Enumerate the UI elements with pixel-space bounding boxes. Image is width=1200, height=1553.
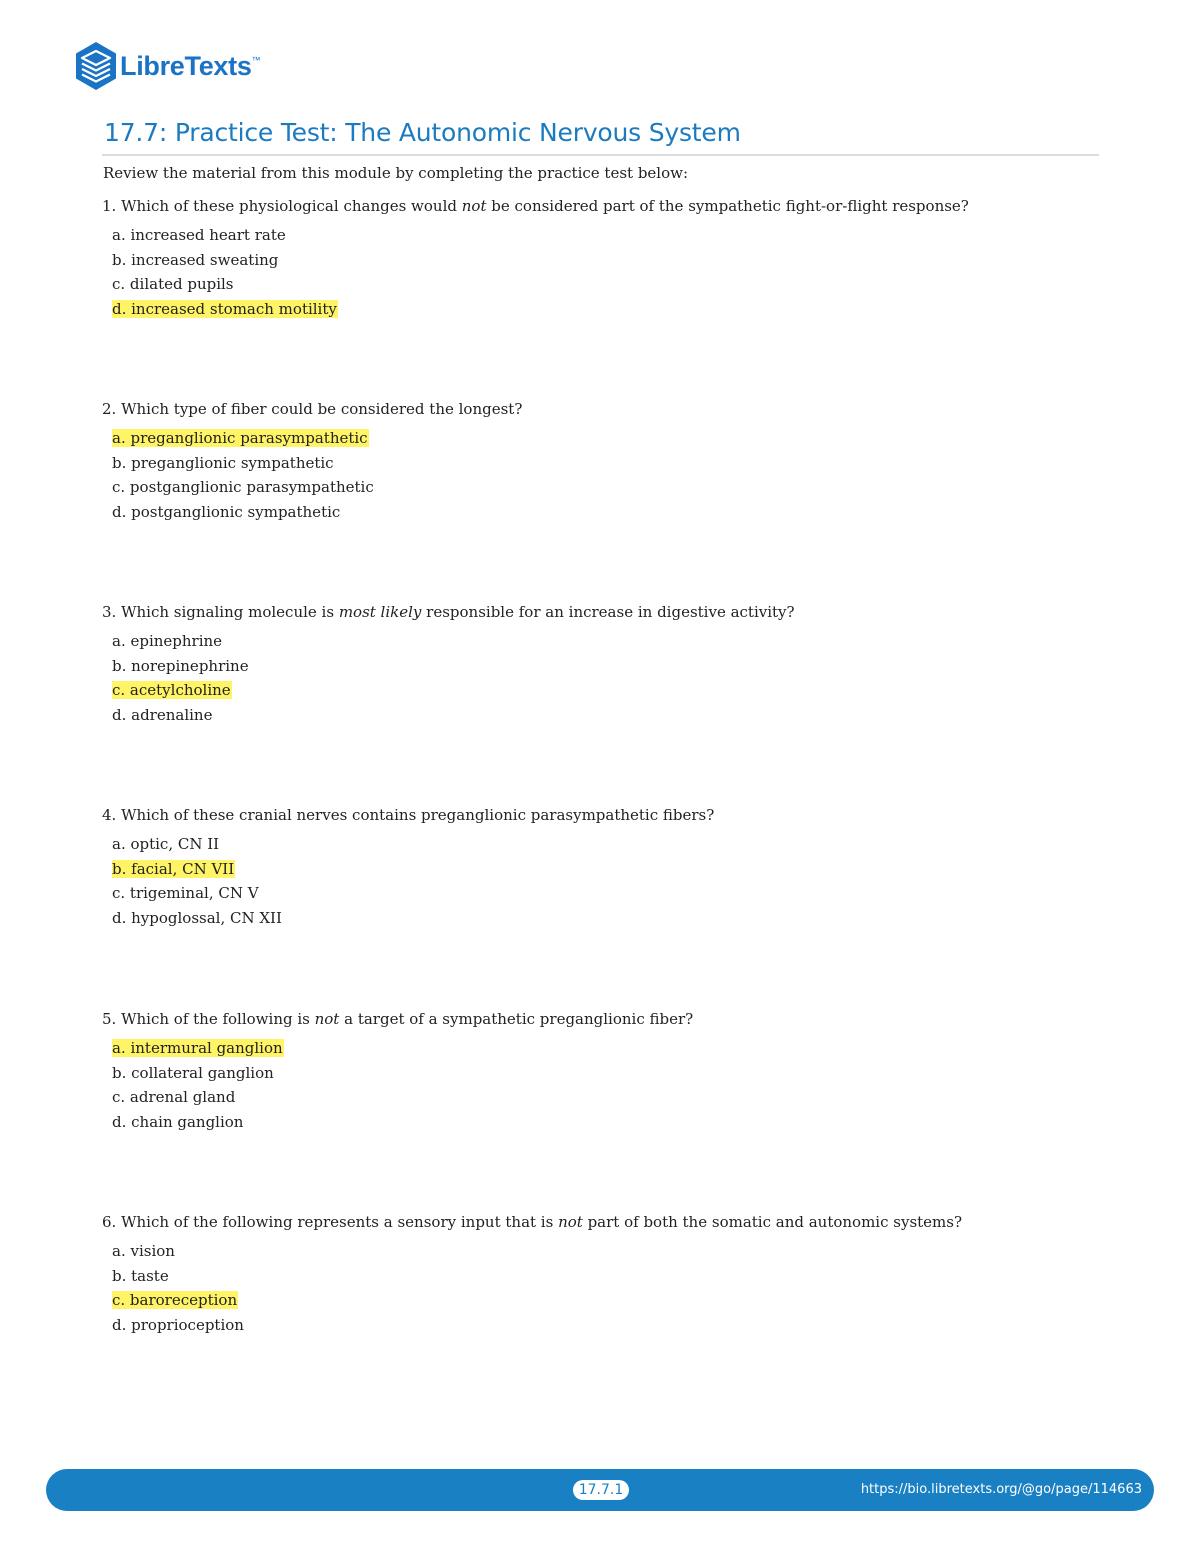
answer-option (112, 705, 1102, 730)
question-emphasis: not (461, 197, 487, 215)
answer-option-label: b. facial, CN VII (112, 859, 235, 878)
answer-option (112, 883, 1102, 908)
question-1 (102, 196, 1102, 324)
answer-option (112, 1266, 1102, 1291)
page-footer (46, 1469, 1154, 1511)
answer-option (112, 274, 1102, 299)
answer-option-label: a. vision (112, 1242, 175, 1260)
answer-option (112, 477, 1102, 502)
answer-option (112, 225, 1102, 250)
answer-option-label: a. optic, CN II (112, 835, 220, 853)
question-text: 4. Which of these cranial nerves contains preganglionic parasympathetic fibers? (102, 806, 715, 824)
answer-option-label: a. epinephrine (112, 632, 223, 650)
answer-options (112, 834, 1102, 933)
answer-option-label: c. dilated pupils (112, 275, 234, 294)
question-emphasis: not (314, 1010, 340, 1028)
answer-option-label: b. collateral ganglion (112, 1063, 274, 1082)
answer-option-label: c. acetylcholine (112, 681, 231, 700)
answer-option (112, 908, 1102, 933)
answer-option (112, 631, 1102, 656)
question-emphasis: not (558, 1213, 583, 1231)
answer-option-label: b. increased sweating (112, 250, 279, 269)
answer-option-label: d. proprioception (112, 1316, 244, 1335)
answer-option (112, 250, 1102, 275)
answer-option-label: d. hypoglossal, CN XII (112, 909, 282, 928)
question-text: 1. Which of these physiological changes would not be considered part of the sympathetic fight-or-flight response? (102, 197, 969, 215)
answer-option-label: a. intermural ganglion (112, 1039, 283, 1057)
answer-option-label: d. increased stomach motility (112, 300, 337, 319)
question-5 (102, 1009, 1102, 1137)
page-title: 17.7: Practice Test: The Autonomic Nervous System (104, 118, 741, 147)
answer-option (112, 1112, 1102, 1137)
answer-option-correct (112, 1038, 1102, 1063)
answer-option-label: c. trigeminal, CN V (112, 884, 259, 903)
page-url-link[interactable]: https://bio.libretexts.org/@go/page/114663 (860, 1482, 1142, 1497)
libretexts-logo[interactable] (74, 40, 260, 92)
answer-option (112, 656, 1102, 681)
title-divider (102, 154, 1099, 156)
answer-option-label: d. postganglionic sympathetic (112, 503, 341, 522)
answer-option-label: a. increased heart rate (112, 226, 286, 244)
question-3 (102, 602, 1102, 730)
answer-option (112, 1315, 1102, 1340)
answer-option-label: c. baroreception (112, 1291, 238, 1310)
question-text: 3. Which signaling molecule is most likely responsible for an increase in digestive activity? (102, 603, 795, 621)
answer-option-correct (112, 428, 1102, 453)
answer-option (112, 1087, 1102, 1112)
question-2 (102, 399, 1102, 527)
logo-wordmark: LibreTexts™ (120, 50, 261, 81)
answer-option (112, 1063, 1102, 1088)
answer-option (112, 834, 1102, 859)
answer-option-correct (112, 859, 1102, 884)
answer-option (112, 453, 1102, 478)
answer-option-label: b. taste (112, 1266, 169, 1285)
answer-options (112, 631, 1102, 730)
answer-option-label: d. adrenaline (112, 706, 213, 725)
question-text: 2. Which type of fiber could be considered the longest? (102, 400, 523, 418)
answer-option-correct (112, 1290, 1102, 1315)
answer-option (112, 1241, 1102, 1266)
answer-option-correct (112, 299, 1102, 324)
answer-options (112, 428, 1102, 527)
answer-option (112, 502, 1102, 527)
answer-options (112, 1241, 1102, 1340)
answer-option-label: b. norepinephrine (112, 656, 249, 675)
answer-options (112, 1038, 1102, 1137)
answer-options (112, 225, 1102, 324)
question-6 (102, 1212, 1102, 1340)
question-text: 6. Which of the following represents a sensory input that is not part of both the somatic and autonomic systems? (102, 1213, 963, 1231)
answer-option-correct (112, 680, 1102, 705)
answer-option-label: a. preganglionic parasympathetic (112, 429, 368, 447)
intro-text: Review the material from this module by completing the practice test below: (103, 164, 689, 182)
libretexts-stacked-books-icon (74, 41, 118, 91)
question-text: 5. Which of the following is not a target of a sympathetic preganglionic fiber? (102, 1010, 694, 1028)
answer-option-label: c. postganglionic parasympathetic (112, 478, 374, 497)
question-emphasis: most likely (338, 603, 422, 621)
answer-option-label: d. chain ganglion (112, 1113, 244, 1132)
question-4 (102, 805, 1102, 933)
answer-option-label: b. preganglionic sympathetic (112, 453, 334, 472)
answer-option-label: c. adrenal gland (112, 1088, 236, 1107)
page-number-badge: 17.7.1 (573, 1480, 629, 1500)
